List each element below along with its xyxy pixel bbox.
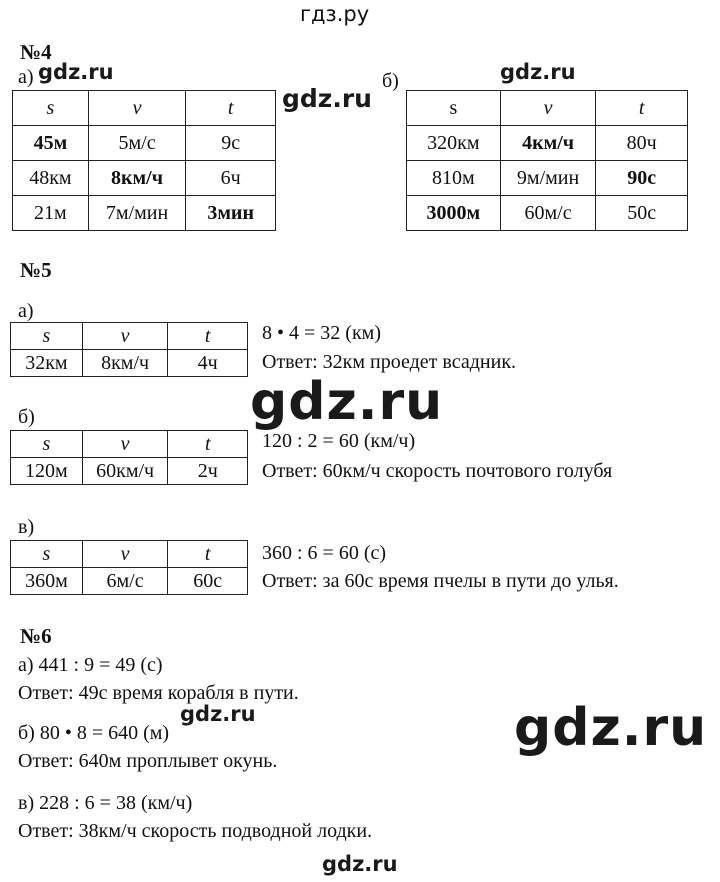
header-cell: t [168,431,248,458]
table-cell: 7м/мин [88,196,186,231]
task5-a-calc: 8 • 4 = 32 (км) [262,322,381,344]
table-cell: 90с [596,161,688,196]
header-cell: v [82,541,168,568]
table-cell: 6ч [186,161,276,196]
header-cell: t [596,91,688,126]
table-cell: 3мин [186,196,276,231]
header-cell: s [11,431,83,458]
task4-b-table [406,90,688,231]
task5-c-label: в) [18,516,35,538]
table-cell: 8км/ч [88,161,186,196]
header-cell: s [11,323,83,350]
header-cell: s [13,91,89,126]
task6-c-answer: Ответ: 38км/ч скорость подводной лодки. [18,820,373,842]
header-cell: t [168,323,248,350]
table-cell: 320км [407,126,501,161]
table-cell: 60с [168,568,248,595]
header-cell: t [186,91,276,126]
header-cell: v [82,431,168,458]
table-cell: 9с [186,126,276,161]
watermark: gdz.ru [500,60,576,84]
task5-c-calc: 360 : 6 = 60 (с) [262,542,387,564]
table-cell: 60м/с [500,196,596,231]
table-cell: 9м/мин [500,161,596,196]
watermark: gdz.ru [180,702,256,726]
header-cell: t [168,541,248,568]
task5-b-calc: 120 : 2 = 60 (км/ч) [262,430,416,452]
task6-a-calc: а) 441 : 9 = 49 (с) [18,654,163,676]
task6-c-calc: в) 228 : 6 = 38 (км/ч) [18,792,193,814]
watermark: gdz.ru [250,372,444,432]
task5-c-answer: Ответ: за 60с время пчелы в пути до улья. [262,570,619,592]
task5-a-label: а) [18,300,34,322]
task5-c-table [10,540,248,595]
table-cell: 80ч [596,126,688,161]
site-title: гдз.ру [300,2,370,26]
table-cell: 32км [11,350,83,377]
task5-title: №5 [20,258,52,282]
table-cell: 8км/ч [82,350,168,377]
task4-b-label: б) [382,70,399,92]
table-cell: 5м/с [88,126,186,161]
task4-title: №4 [20,40,52,64]
table-cell: 120м [11,458,83,485]
table-cell: 4ч [168,350,248,377]
header-cell: s [11,541,83,568]
header-cell: v [500,91,596,126]
table-cell: 21м [13,196,89,231]
table-cell: 4км/ч [500,126,596,161]
watermark: gdz.ru [322,852,398,876]
task6-b-calc: б) 80 • 8 = 640 (м) [18,722,170,744]
watermark: gdz.ru [514,698,708,758]
task4-a-table [12,90,276,231]
table-cell: 6м/с [82,568,168,595]
header-cell: v [88,91,186,126]
table-cell: 48км [13,161,89,196]
task5-a-answer: Ответ: 32км проедет всадник. [262,351,517,373]
task5-b-table [10,430,248,485]
task4-a-label: а) [18,66,34,88]
table-cell: 60км/ч [82,458,168,485]
header-cell: s [407,91,501,126]
table-cell: 3000м [407,196,501,231]
table-cell: 45м [13,126,89,161]
watermark: gdz.ru [38,60,114,84]
task6-title: №6 [20,624,52,648]
table-cell: 50с [596,196,688,231]
task5-a-table [10,322,248,377]
table-cell: 2ч [168,458,248,485]
task6-a-answer: Ответ: 49с время корабля в пути. [18,682,299,704]
watermark: gdz.ru [282,84,372,113]
task5-b-answer: Ответ: 60км/ч скорость почтового голубя [262,460,613,482]
header-cell: v [82,323,168,350]
table-cell: 360м [11,568,83,595]
table-cell: 810м [407,161,501,196]
task6-b-answer: Ответ: 640м проплывет окунь. [18,750,278,772]
task5-b-label: б) [18,406,35,428]
